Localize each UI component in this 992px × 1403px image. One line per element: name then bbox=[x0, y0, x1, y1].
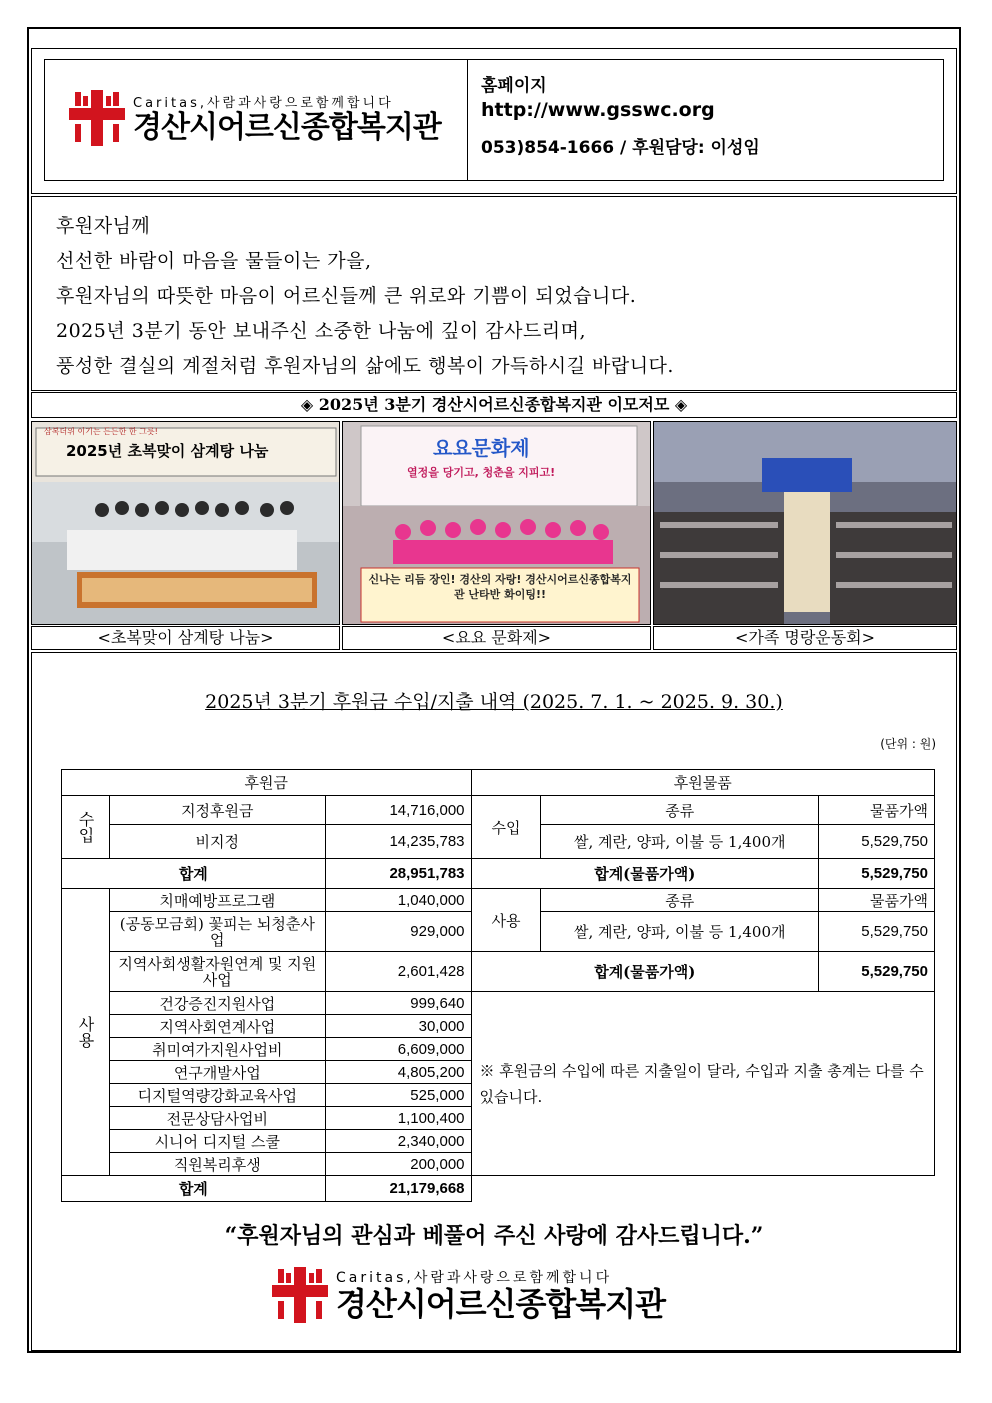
goods-kind-header: 종류 bbox=[541, 889, 819, 912]
usage-item-amount: 929,000 bbox=[325, 912, 471, 952]
usage-item-name: 디지털역량강화교육사업 bbox=[109, 1084, 325, 1107]
photo-caption: <초복맞이 삼계탕 나눔> bbox=[31, 626, 340, 650]
greeting-letter bbox=[31, 196, 957, 391]
goods-usage-value: 5,529,750 bbox=[819, 912, 935, 952]
contact-info: 053)854-1666 / 후원담당: 이성임 bbox=[481, 138, 760, 158]
usage-item-amount: 2,340,000 bbox=[325, 1130, 471, 1153]
income-total: 28,951,783 bbox=[325, 859, 471, 889]
logo-tagline: Caritas,사람과사랑으로함께합니다 bbox=[336, 1270, 613, 1287]
letter-line: 풍성한 결실의 계절처럼 후원자님의 삶에도 행복이 가득하시길 바랍니다. bbox=[56, 355, 674, 377]
caritas-logo-footer bbox=[270, 1265, 665, 1325]
money-header: 후원금 bbox=[62, 770, 472, 796]
goods-income-total-label: 합계(물품가액) bbox=[471, 859, 819, 889]
homepage-label: 홈페이지 bbox=[481, 76, 547, 96]
banner-subtitle: 삼복더위 이기는 든든한 한 그릇! bbox=[44, 427, 158, 436]
letter-line: 후원자님의 따뜻한 마음이 어르신들께 큰 위로와 기쁨이 되었습니다. bbox=[56, 285, 637, 307]
logo-tagline: Caritas,사람과사랑으로함께합니다 bbox=[133, 96, 394, 111]
goods-income-value: 5,529,750 bbox=[819, 825, 935, 859]
usage-item-amount: 1,100,400 bbox=[325, 1107, 471, 1130]
banner-bottom: 신나는 리듬 장인! 경산의 자랑! 경산시어르신종합복지관 난타반 화이팅!! bbox=[368, 573, 632, 601]
usage-item-name: 건강증진지원사업 bbox=[109, 992, 325, 1015]
header-logo-cell bbox=[45, 60, 468, 180]
income-item-name: 지정후원금 bbox=[109, 796, 325, 825]
caritas-logo bbox=[67, 88, 441, 148]
income-item-amount: 14,235,783 bbox=[325, 825, 471, 859]
photo-caption: <가족 명랑운동회> bbox=[653, 626, 957, 650]
goods-income-label: 수입 bbox=[471, 796, 541, 859]
usage-item-amount: 999,640 bbox=[325, 992, 471, 1015]
goods-income-total: 5,529,750 bbox=[819, 859, 935, 889]
finance-section bbox=[31, 652, 957, 1351]
usage-item-name: 직원복리후생 bbox=[109, 1153, 325, 1176]
photo-yoyo-festival bbox=[342, 421, 651, 625]
banner-subtitle: 열정을 당기고, 청춘을 지피고! bbox=[407, 466, 556, 479]
banner-title: 요요문화제 bbox=[433, 436, 530, 460]
header-inner bbox=[44, 59, 944, 181]
income-total-label: 합계 bbox=[62, 859, 326, 889]
caritas-cross-icon bbox=[270, 1265, 330, 1325]
document-frame bbox=[27, 27, 961, 1353]
usage-item-amount: 200,000 bbox=[325, 1153, 471, 1176]
photo-samgyetang bbox=[31, 421, 340, 625]
income-item-amount: 14,716,000 bbox=[325, 796, 471, 825]
usage-item-amount: 1,040,000 bbox=[325, 889, 471, 912]
goods-value-header: 물품가액 bbox=[819, 889, 935, 912]
header bbox=[31, 48, 957, 194]
usage-item-amount: 30,000 bbox=[325, 1015, 471, 1038]
usage-item-name: (공동모금회) 꽃피는 뇌청춘사업 bbox=[109, 912, 325, 952]
thanks-message: “후원자님의 관심과 베풀어 주신 사랑에 감사드립니다.” bbox=[224, 1223, 764, 1249]
finance-title: 2025년 3분기 후원금 수입/지출 내역 (2025. 7. 1. ~ 2025. 9. 30.) bbox=[205, 691, 783, 713]
goods-usage-label: 사용 bbox=[471, 889, 541, 952]
logo-name: 경산시어르신종합복지관 bbox=[133, 110, 441, 145]
finance-note: ※ 후원금의 수입에 따른 지출일이 달라, 수입과 지출 총계는 다를 수 있습니다. bbox=[471, 992, 934, 1176]
usage-item-name: 취미여가지원사업비 bbox=[109, 1038, 325, 1061]
usage-item-name: 전문상담사업비 bbox=[109, 1107, 325, 1130]
photo-caption: <요요 문화제> bbox=[342, 626, 651, 650]
usage-total-label: 합계 bbox=[62, 1176, 326, 1202]
usage-item-amount: 6,609,000 bbox=[325, 1038, 471, 1061]
usage-total: 21,179,668 bbox=[325, 1176, 471, 1202]
usage-item-name: 지역사회생활자원연계 및 지원사업 bbox=[109, 952, 325, 992]
finance-table bbox=[61, 769, 935, 1202]
usage-item-name: 치매예방프로그램 bbox=[109, 889, 325, 912]
caritas-cross-icon bbox=[67, 88, 127, 148]
usage-item-amount: 4,805,200 bbox=[325, 1061, 471, 1084]
goods-usage-total-label: 합계(물품가액) bbox=[471, 952, 819, 992]
goods-kind-header: 종류 bbox=[541, 796, 819, 825]
goods-income-item: 쌀, 계란, 양파, 이불 등 1,400개 bbox=[541, 825, 819, 859]
logo-name: 경산시어르신종합복지관 bbox=[336, 1285, 666, 1324]
income-label: 수입 bbox=[62, 796, 110, 859]
photo-sports-day bbox=[653, 421, 957, 625]
income-item-name: 비지정 bbox=[109, 825, 325, 859]
banner-title: 2025년 초복맞이 삼계탕 나눔 bbox=[66, 442, 269, 460]
letter-line: 2025년 3분기 동안 보내주신 소중한 나눔에 깊이 감사드리며, bbox=[56, 320, 587, 342]
letter-line: 후원자님께 bbox=[56, 215, 151, 237]
usage-item-name: 연구개발사업 bbox=[109, 1061, 325, 1084]
photo-gallery bbox=[31, 419, 957, 650]
usage-item-name: 지역사회연계사업 bbox=[109, 1015, 325, 1038]
header-contact bbox=[481, 74, 760, 160]
goods-value-header: 물품가액 bbox=[819, 796, 935, 825]
usage-item-amount: 525,000 bbox=[325, 1084, 471, 1107]
usage-label: 사용 bbox=[62, 889, 110, 1176]
goods-usage-item: 쌀, 계란, 양파, 이불 등 1,400개 bbox=[541, 912, 819, 952]
goods-header: 후원물품 bbox=[471, 770, 934, 796]
goods-usage-total: 5,529,750 bbox=[819, 952, 935, 992]
unit-label: (단위 : 원) bbox=[880, 737, 936, 751]
letter-line: 선선한 바람이 마음을 물들이는 가을, bbox=[56, 250, 372, 272]
homepage-link[interactable]: http://www.gsswc.org bbox=[481, 99, 715, 121]
gallery-title: ◈ 2025년 3분기 경산시어르신종합복지관 이모저모 ◈ bbox=[31, 392, 957, 418]
usage-item-name: 시니어 디지털 스쿨 bbox=[109, 1130, 325, 1153]
usage-item-amount: 2,601,428 bbox=[325, 952, 471, 992]
